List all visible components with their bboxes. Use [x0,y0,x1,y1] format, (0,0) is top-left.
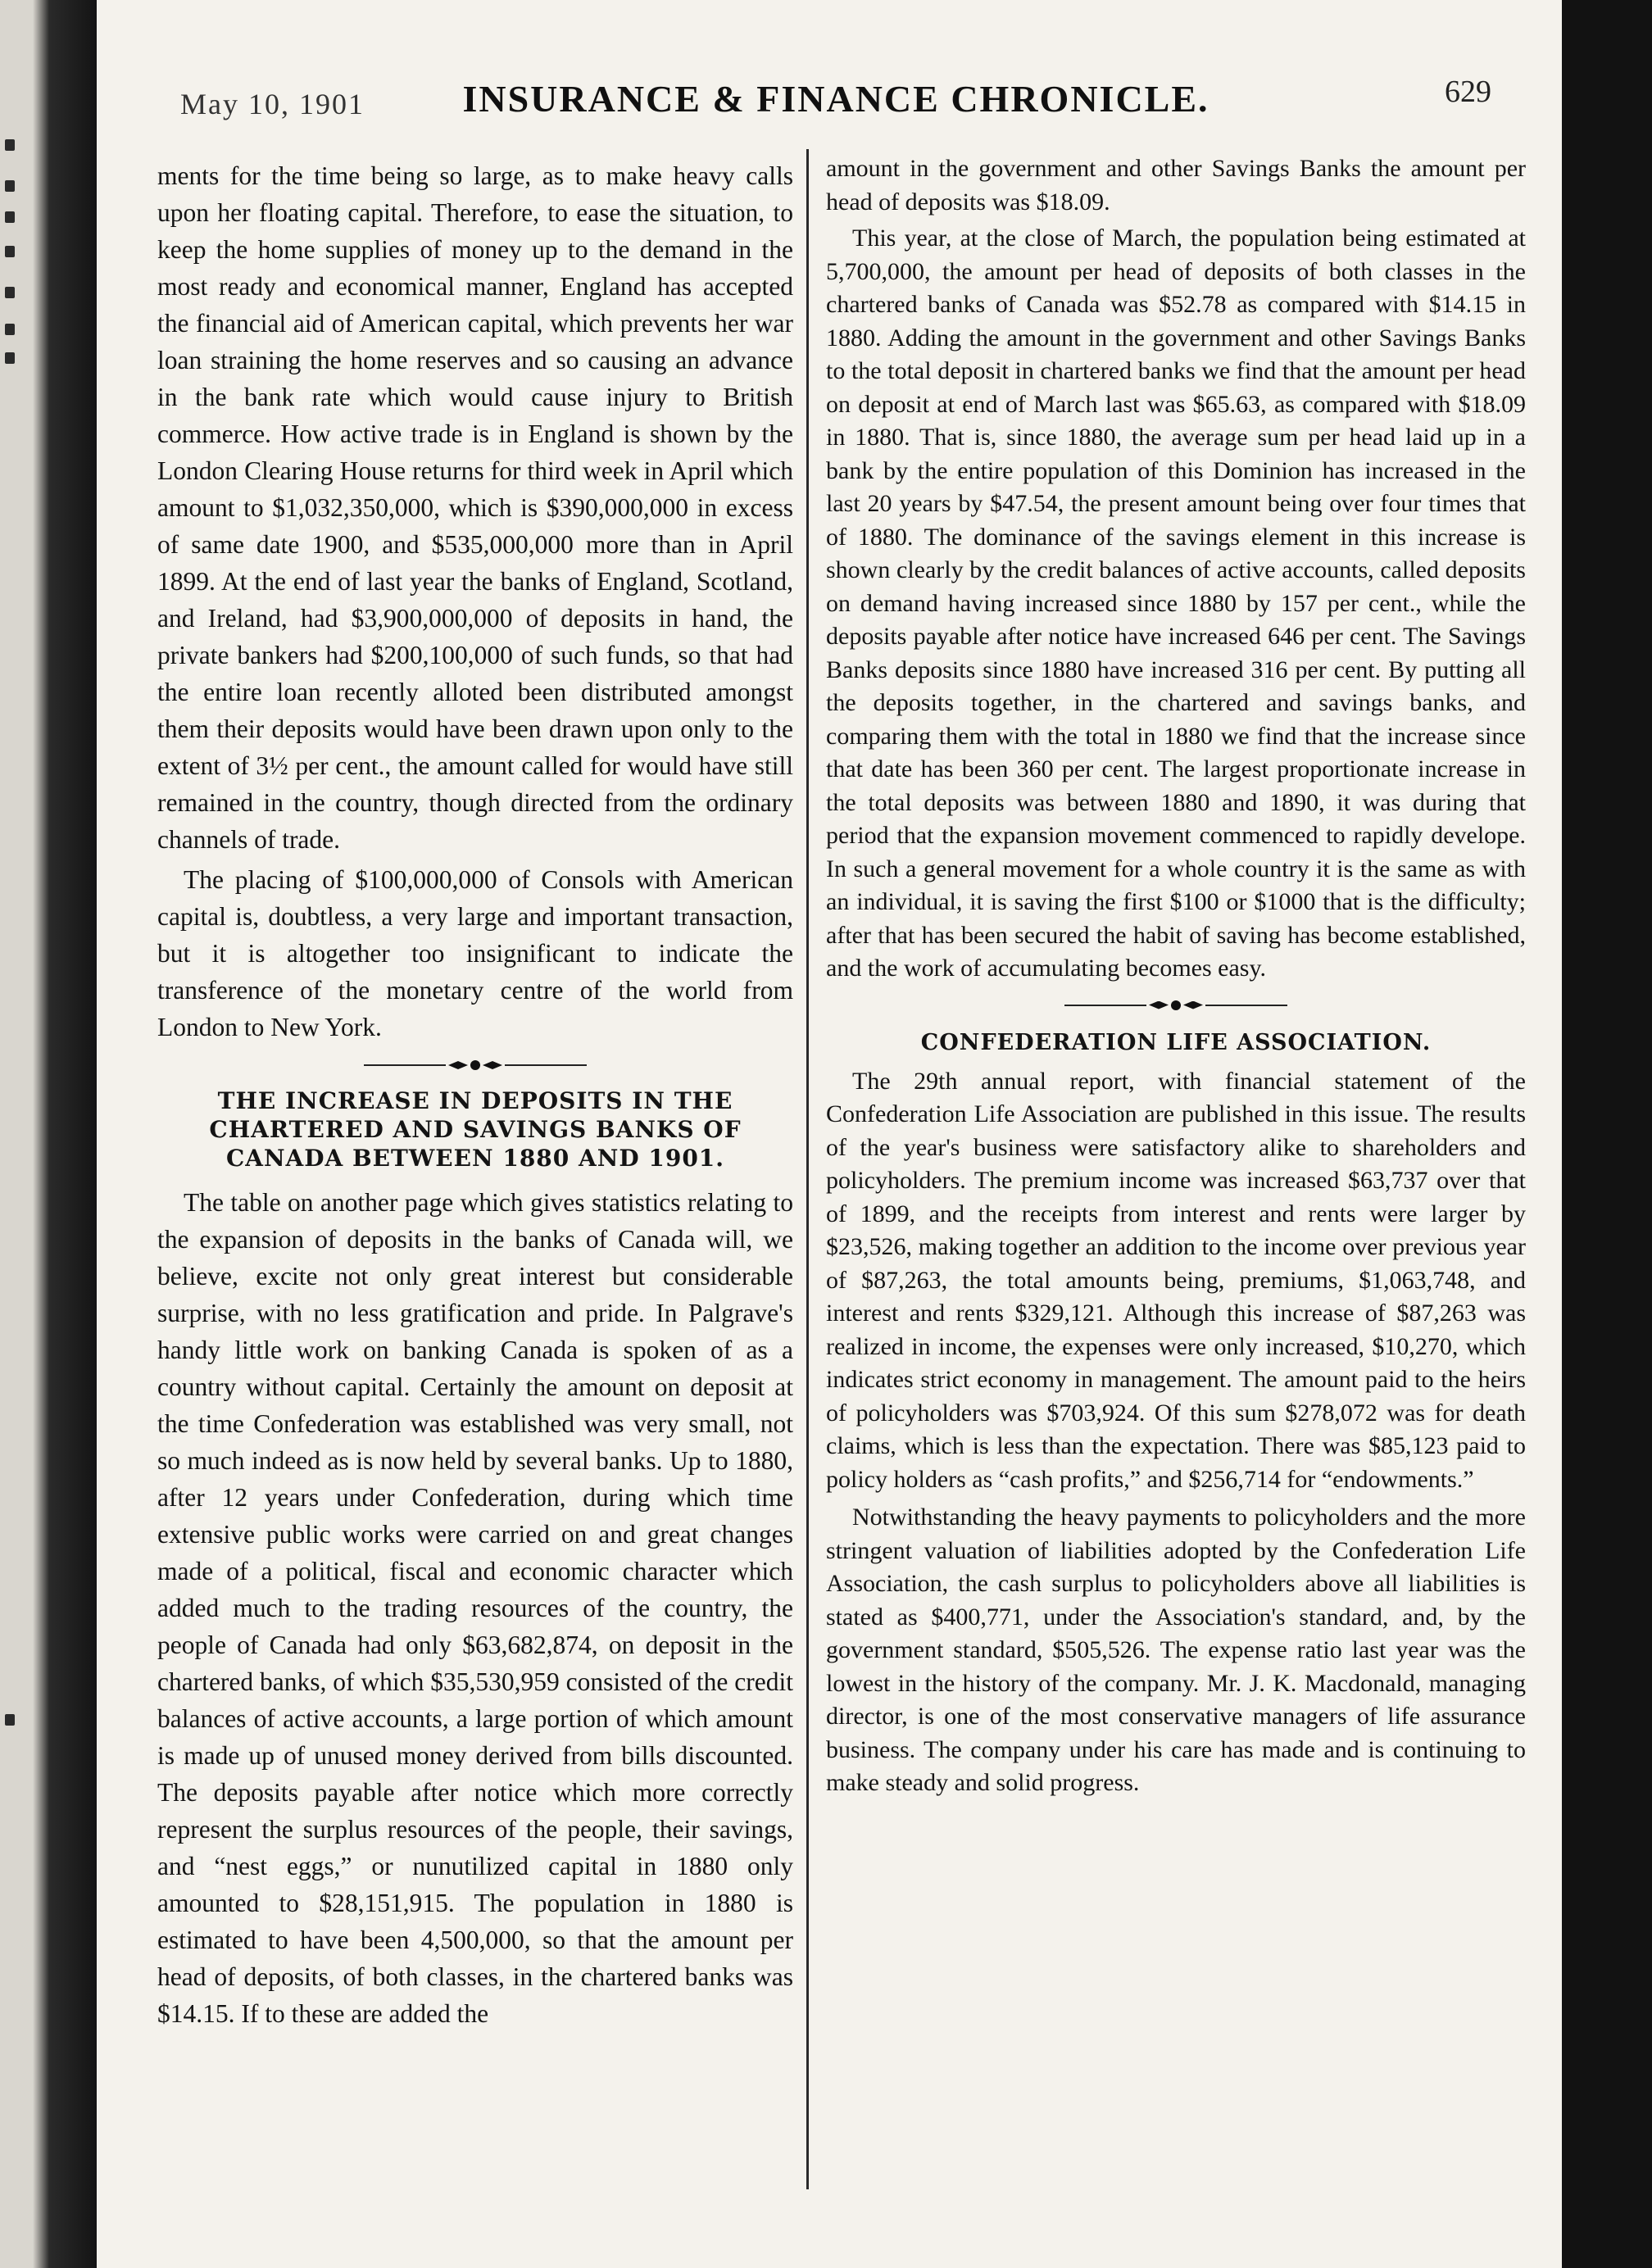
edge-mark [5,1714,15,1726]
edge-mark [5,324,15,335]
ornament-line [1205,1005,1287,1006]
ornament-line [1064,1005,1146,1006]
issue-date: May 10, 1901 [180,88,365,120]
publication-title: INSURANCE & FINANCE CHRONICLE. [462,78,1210,120]
page-number: 629 [1445,75,1491,109]
paragraph: ments for the time being so large, as to make heavy calls upon her floating capital. Therefore, to ease the situation, to keep the home supplies of money up to the demand in the most ready and economical manner, England has accepted the financial aid of American capital, which prevents her war loan straining the home reserves and so causing an advance in the bank rate which would cause injury to British commerce. How active trade is in England is shown by the London Clearing House returns for third week in April which amount to $1,032,350,000, which is $390,000,000 in excess of same date 1900, and $535,000,000 more than in April 1899. At the end of last year the banks of England, Scotland, and Ireland, had $3,900,000,000 of deposits in hand, the private bankers had $200,100,000 of such funds, so that had the entire loan recently alloted been distributed amongst them their deposits would have been drawn upon only to the extent of 3½ per cent., the amount called for would have still remained in the country, though directed from the ordinary channels of trade. [157,161,793,854]
paragraph: This year, at the close of March, the population being estimated at 5,700,000, the amount per head of deposits of both classes in the chartered banks of Canada was $52.78 as compared with $14.15 in 1880. Adding the amount in the government and other Savings Banks to the total deposit in chartered banks we find that the amount per head on deposit at end of March last was $65.63, as compared with $18.09 in 1880. That is, since 1880, the average sum per head laid up in a bank by the entire population of this Dominion has increased in the last 20 years by $47.54, the present amount being over four times that of 1880. The dominance of the savings element in this increase is shown clearly by the credit balances of active accounts, called deposits on demand having increased since 1880 by 157 per cent., while the deposits payable after notice have increased 646 per cent. The Savings Banks deposits since 1880 have increased 316 per cent. By putting all the deposits together, in the chartered and savings banks, and comparing them with the total in 1880 we find that the increase since that date has been 360 per cent. The largest proportionate increase in the total deposits was between 1880 and 1890, it was during that period that the expansion movement commenced to rapidly develope. In such a general movement for a whole country it is the same as with an individual, it is saving the first $100 or $1000 that is the difficulty; after that has been secured the habit of saving has become established, and the work of accumulating becomes easy. [826,225,1526,982]
edge-mark [5,211,15,223]
left-column [157,157,793,2032]
ornament-dot [470,1060,480,1070]
edge-mark [5,180,15,192]
running-head [164,72,1508,121]
edge-mark [5,352,15,364]
edge-mark [5,287,15,298]
paragraph: The placing of $100,000,000 of Consols with American capital is, doubtless, a very large and important transaction, but it is altogether too insignificant to indicate the transference of the monetary centre of the world from London to New York. [157,865,793,1041]
ornament-diamond [1149,1001,1169,1009]
scan-border [1562,0,1652,2268]
edge-mark [5,139,15,151]
ornament-diamond [1183,1001,1203,1009]
paragraph: amount in the government and other Savings Banks the amount per head of deposits was $18.09. [826,155,1526,215]
paragraph: Notwithstanding the heavy payments to policyholders and the more stringent valuation of liabilities adopted by the Confederation Life Association, the cash surplus to policyholders above all liabilities is stated as $400,771, under the Association's standard, and, by the government standard, $505,526. The expense ratio last year was the lowest in the history of the company. Mr. J. K. Macdonald, managing director, is one of the most conservative managers of life assurance business. The company under his care has made and is continuing to make steady and solid progress. [826,1504,1526,1796]
section-ornament [157,1049,793,1082]
ornament-diamond [483,1061,502,1069]
paragraph: The 29th annual report, with financial statement of the Confederation Life Association are published in this issue. The results of the year's business were satisfactory alike to shareholders and policyholders. The premium income was increased $63,737 over that of 1899, and the receipts from interest and rents were larger by $23,526, making together an addition to the income over previous year of $87,263, the total amounts being, premiums, $1,063,748, and interest and rents $329,121. Although this increase of $87,263 was realized in income, the expenses were only increased, $10,270, which indicates strict economy in management. The amount paid to the heirs of policyholders was $703,924. Of this sum $278,072 was for death claims, which is less than the expectation. There was $85,123 paid to policy holders as “cash profits,” and $256,714 for “endowments.” [826,1067,1526,1493]
section-ornament [826,989,1526,1022]
ornament-line [505,1064,587,1066]
ornament-diamond [448,1061,468,1069]
ornament-dot [1171,1000,1181,1010]
right-column [826,152,1526,1800]
ornament-line [364,1064,446,1066]
column-rule [806,149,809,2189]
paragraph: The table on another page which gives statistics relating to the expansion of deposits in the banks of Canada will, we believe, excite not only great interest but considerable surprise, with no less gratification and pride. In Palgrave's handy little work on banking Canada is spoken of as a country without capital. Certainly the amount on deposit at the time Confederation was established was very small, not so much indeed as is now held by several banks. Up to 1880, after 12 years under Confederation, during which time extensive public works were carried on and great changes made of a political, fiscal and economic character which added much to the trading resources of the country, the people of Canada had only $63,682,874, on deposit in the chartered banks, of which $35,530,959 consisted of the credit balances of active accounts, a large portion of which amount is made up of unused money derived from bills discounted. The deposits payable after notice which more correctly represent the surplus resources of the people, their savings, and “nest eggs,” or nunutilized capital in 1880 only amounted to $28,151,915. The population in 1880 is estimated to have been 4,500,000, so that the amount per head of deposits, of both classes, in the chartered banks was $14.15. If to these are added the [157,1188,793,2028]
facing-page-edge [0,0,97,2268]
edge-mark [5,246,15,257]
article-heading: CONFEDERATION LIFE ASSOCIATION. [920,1029,1432,1055]
article-heading: THE INCREASE IN DEPOSITS IN THE CHARTERED AND SAVINGS BANKS OF CANADA BETWEEN 1880 AND 1901. [209,1087,742,1172]
